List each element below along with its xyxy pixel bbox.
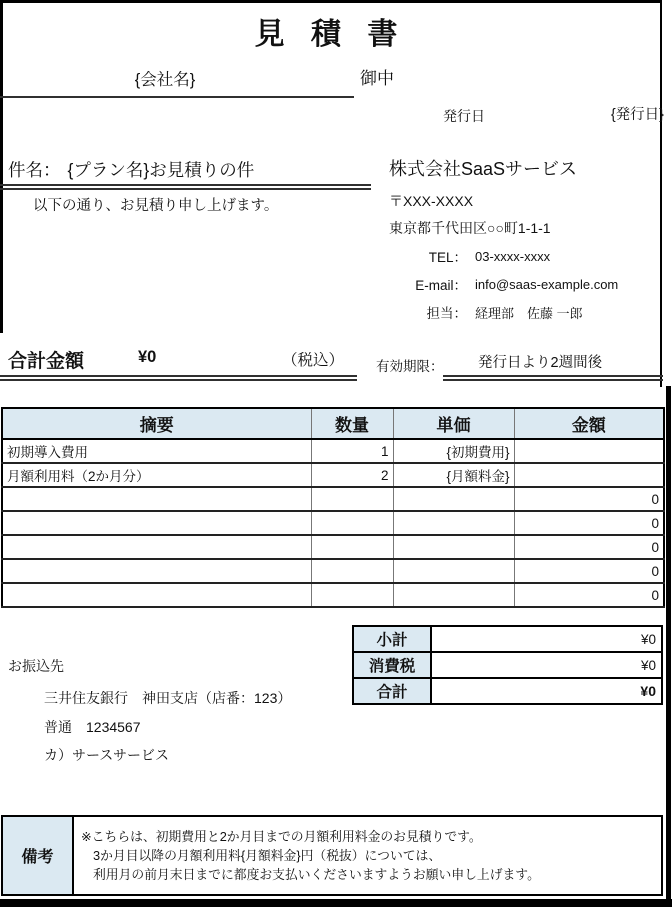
tel-label: TEL： xyxy=(428,250,467,265)
subtotal-value: ¥0 xyxy=(431,626,662,652)
issuer-postal-code: 〒XXX-XXXX xyxy=(389,193,474,209)
subject-value: {プラン名}お見積りの件 xyxy=(67,160,255,180)
remarks-line: 3か月目以降の月額利用料{月額料金}円（税抜）については、 xyxy=(93,848,442,863)
item-quantity-cell xyxy=(311,559,393,583)
item-amount-cell: 0 xyxy=(514,511,664,535)
remarks-label: 備考 xyxy=(3,817,74,894)
item-unit-price-cell xyxy=(393,487,514,511)
item-amount-cell: 0 xyxy=(514,559,664,583)
item-unit-price-cell: {初期費用} xyxy=(393,439,514,463)
item-row xyxy=(2,535,664,559)
item-row xyxy=(2,559,664,583)
validity-double-underline xyxy=(443,375,663,381)
item-description-cell xyxy=(2,487,311,511)
issuer-address: 東京都千代田区○○町1-1-1 xyxy=(389,220,551,236)
issue-date-value: {発行日} xyxy=(610,107,664,123)
total-amount-double-underline xyxy=(0,375,357,381)
item-quantity-cell xyxy=(311,583,393,607)
contact-row-person xyxy=(389,298,667,326)
item-description-cell: 初期導入費用 xyxy=(2,439,311,463)
grand-total-value: ¥0 xyxy=(431,678,662,704)
header-unit-price: 単価 xyxy=(393,408,514,439)
item-row xyxy=(2,511,664,535)
person-value: 経理部 佐藤 一郎 xyxy=(475,305,583,321)
client-honorific: 御中 xyxy=(360,69,394,88)
subject-double-underline xyxy=(0,184,371,190)
contact-row-tel xyxy=(389,242,667,270)
issue-date-label: 発行日 xyxy=(443,108,485,124)
item-quantity-cell: 1 xyxy=(311,439,393,463)
issuer-contacts xyxy=(389,242,667,326)
validity-value: 発行日より2週間後 xyxy=(478,355,603,371)
remarks-line: ※こちらは、初期費用と2か月目までの月額利用料金のお見積りです。 xyxy=(81,829,482,844)
header-quantity: 数量 xyxy=(311,408,393,439)
item-amount-cell: 0 xyxy=(514,583,664,607)
total-amount-value: ¥0 xyxy=(138,348,157,366)
contact-row-email xyxy=(389,270,667,298)
item-row xyxy=(2,463,664,487)
bank-line-branch: 三井住友銀行 神田支店（店番：123） xyxy=(44,690,292,706)
items-table xyxy=(1,407,665,608)
subject-label: 件名： xyxy=(8,160,61,180)
item-row xyxy=(2,487,664,511)
item-quantity-cell xyxy=(311,535,393,559)
header-amount: 金額 xyxy=(514,408,664,439)
remarks-line: 利用月の前月末日までに都度お支払いくださいますようお願い申し上げます。 xyxy=(93,867,540,882)
subject-line xyxy=(8,157,254,182)
email-label: E-mail： xyxy=(415,278,467,293)
item-amount-cell xyxy=(514,439,664,463)
remarks-text xyxy=(74,817,661,894)
page-top-border xyxy=(0,0,661,3)
client-underline xyxy=(0,96,354,98)
item-quantity-cell xyxy=(311,487,393,511)
item-description-cell xyxy=(2,535,311,559)
item-description-cell xyxy=(2,511,311,535)
remarks-box xyxy=(1,815,663,896)
grand-total-row xyxy=(353,678,662,704)
totals-table xyxy=(352,625,663,705)
page-bottom-border xyxy=(0,899,672,907)
header-description: 摘要 xyxy=(2,408,311,439)
subtotal-row xyxy=(353,626,662,652)
page-right-border-top xyxy=(660,0,662,387)
item-unit-price-cell xyxy=(393,583,514,607)
item-description-cell xyxy=(2,559,311,583)
item-amount-cell xyxy=(514,463,664,487)
item-description-cell xyxy=(2,583,311,607)
bank-heading: お振込先 xyxy=(8,658,64,674)
tax-included-note: （税込） xyxy=(282,352,345,369)
item-unit-price-cell xyxy=(393,535,514,559)
item-quantity-cell: 2 xyxy=(311,463,393,487)
total-amount-label: 合計金額 xyxy=(8,351,85,372)
issuer-company-name: 株式会社SaaSサービス xyxy=(389,159,578,179)
email-value: info@saas-example.com xyxy=(475,276,619,292)
tax-row xyxy=(353,652,662,678)
item-row xyxy=(2,583,664,607)
bank-line-holder: カ）サースサービス xyxy=(44,747,170,763)
bank-line-account: 普通 1234567 xyxy=(44,718,141,735)
tel-value: 03-xxxx-xxxx xyxy=(475,248,551,264)
grand-total-label: 合計 xyxy=(353,678,431,704)
item-unit-price-cell xyxy=(393,559,514,583)
item-unit-price-cell xyxy=(393,511,514,535)
page-right-border-bottom xyxy=(666,386,671,907)
item-quantity-cell xyxy=(311,511,393,535)
tax-label: 消費税 xyxy=(353,652,431,678)
greeting-text: 以下の通り、お見積り申し上げます。 xyxy=(33,198,279,214)
client-company-name: {会社名} xyxy=(134,71,196,89)
item-row xyxy=(2,439,664,463)
item-description-cell: 月額利用料（2か月分） xyxy=(2,463,311,487)
item-unit-price-cell: {月額料金} xyxy=(393,463,514,487)
bank-details xyxy=(44,684,291,770)
item-amount-cell: 0 xyxy=(514,487,664,511)
validity-label: 有効期限： xyxy=(376,359,444,374)
item-amount-cell: 0 xyxy=(514,535,664,559)
subtotal-label: 小計 xyxy=(353,626,431,652)
person-label: 担当： xyxy=(426,306,467,321)
document-title: 見 積 書 xyxy=(254,18,407,51)
items-header-row xyxy=(2,408,664,439)
tax-value: ¥0 xyxy=(431,652,662,678)
